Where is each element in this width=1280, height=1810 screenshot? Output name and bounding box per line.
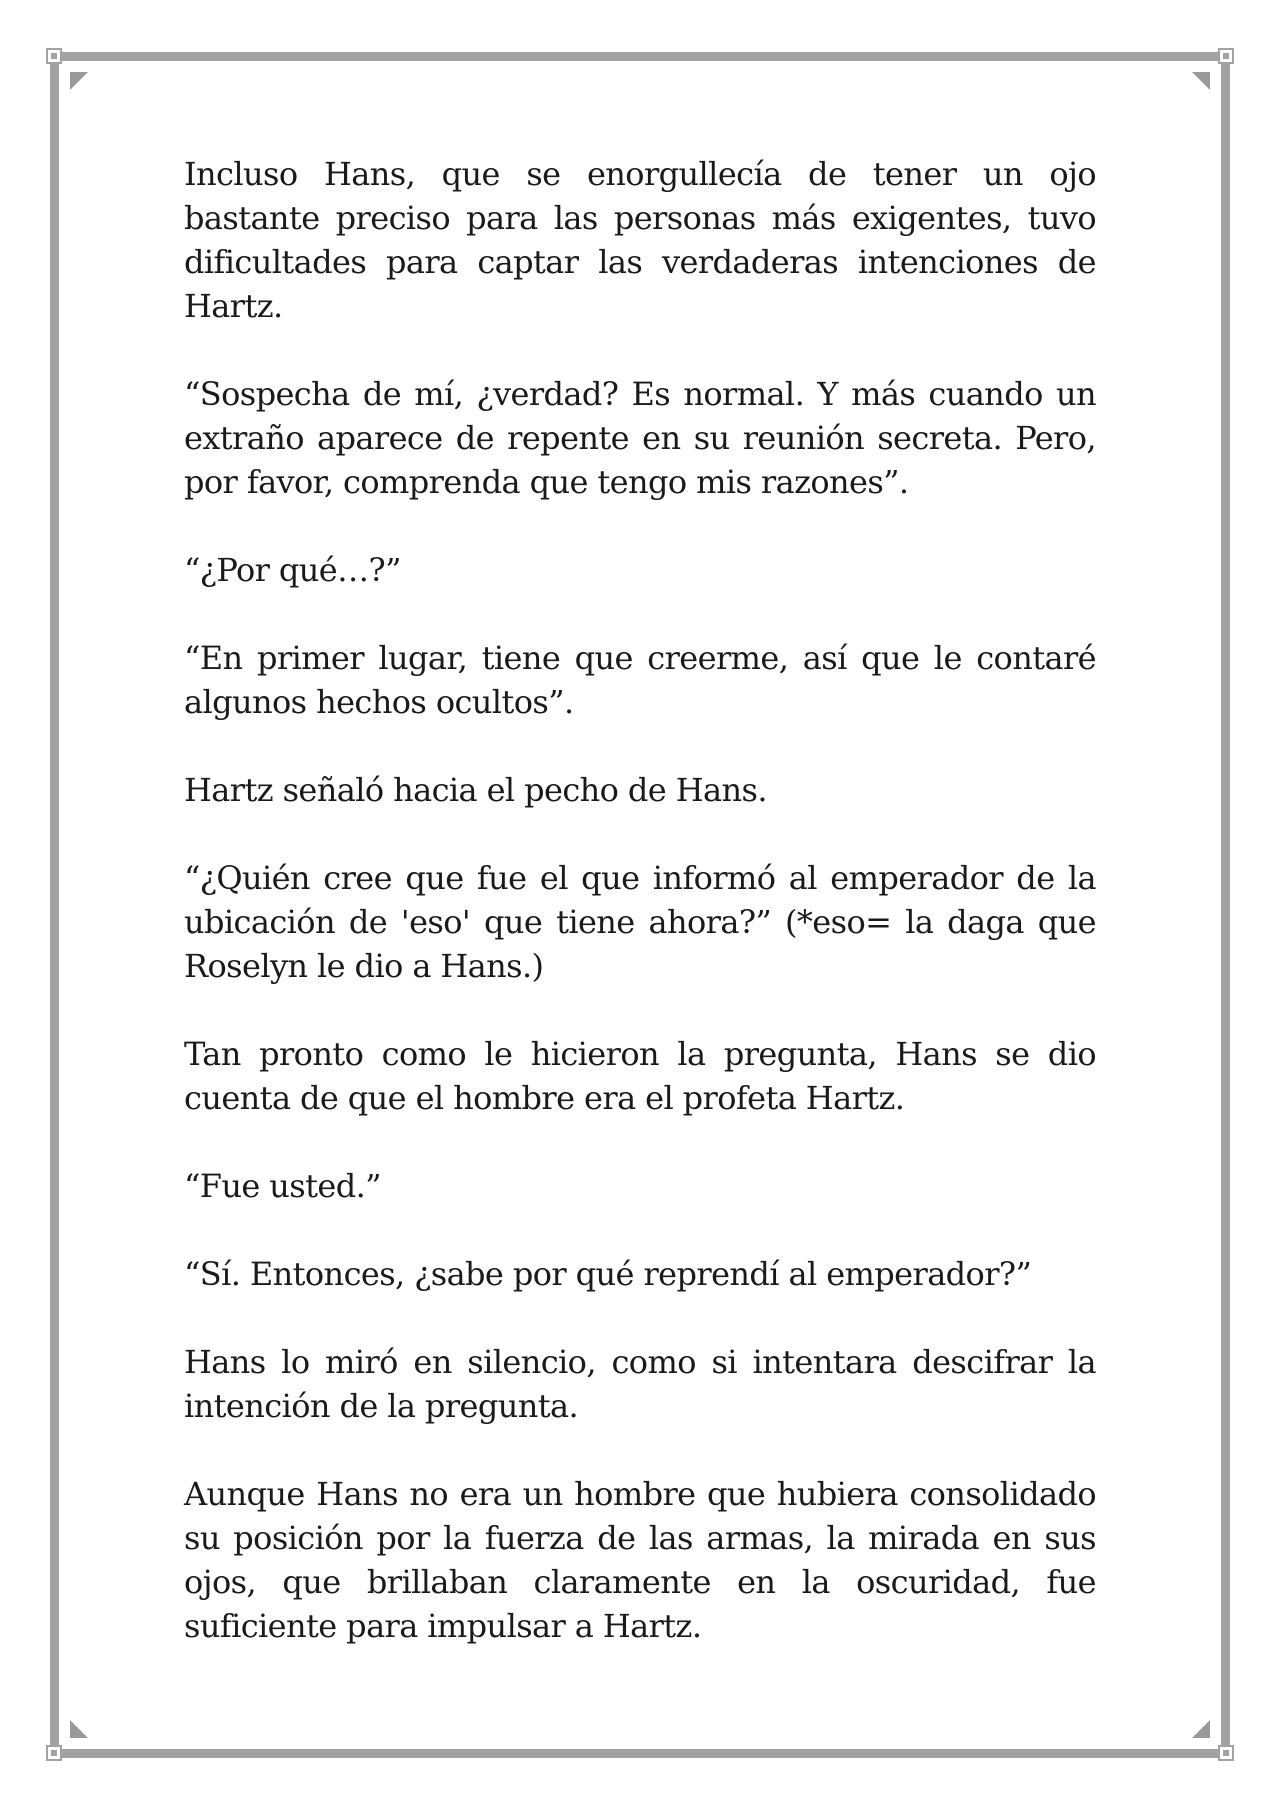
corner-triangle-top-right [1192, 72, 1210, 90]
paragraph: Aunque Hans no era un hombre que hubiera consolidado su posición por la fuerza de las armas, la mirada en sus ojos, que brillaban claramente en la oscuridad, fue suficiente para impulsar a Hartz. [184, 1475, 1096, 1645]
paragraph: “En primer lugar, tiene que creerme, así que le contaré algunos hechos ocultos”. [184, 639, 1096, 721]
corner-ornament-top-right [1218, 48, 1234, 64]
corner-triangle-bottom-left [70, 1720, 88, 1738]
frame-left-border [50, 62, 59, 1748]
paragraph: Hans lo miró en silencio, como si intentara descifrar la intención de la pregunta. [184, 1343, 1096, 1425]
paragraph: “¿Por qué…?” [184, 551, 401, 589]
corner-triangle-top-left [70, 72, 88, 90]
paragraph: “Sí. Entonces, ¿sabe por qué reprendí al emperador?” [184, 1255, 1032, 1293]
frame-top-border [60, 52, 1220, 61]
corner-ornament-bottom-left [46, 1745, 62, 1761]
corner-ornament-bottom-right [1218, 1745, 1234, 1761]
paragraph: “Sospecha de mí, ¿verdad? Es normal. Y más cuando un extraño aparece de repente en su reunión secreta. Pero, por favor, comprenda que tengo mis razones”. [184, 375, 1096, 501]
frame-bottom-border [60, 1749, 1220, 1758]
frame-right-border [1221, 62, 1230, 1748]
page-body [184, 152, 1096, 1692]
corner-ornament-top-left [46, 48, 62, 64]
paragraph: Incluso Hans, que se enorgullecía de tener un ojo bastante preciso para las personas más exigentes, tuvo dificultades para captar las verdaderas intenciones de Hartz. [184, 155, 1096, 325]
paragraph: Tan pronto como le hicieron la pregunta, Hans se dio cuenta de que el hombre era el profeta Hartz. [184, 1035, 1096, 1117]
paragraph: “¿Quién cree que fue el que informó al emperador de la ubicación de 'eso' que tiene ahora?” (*eso= la daga que Roselyn le dio a Hans.) [184, 859, 1096, 985]
corner-triangle-bottom-right [1192, 1720, 1210, 1738]
paragraph: “Fue usted.” [184, 1167, 381, 1205]
paragraph: Hartz señaló hacia el pecho de Hans. [184, 771, 767, 809]
